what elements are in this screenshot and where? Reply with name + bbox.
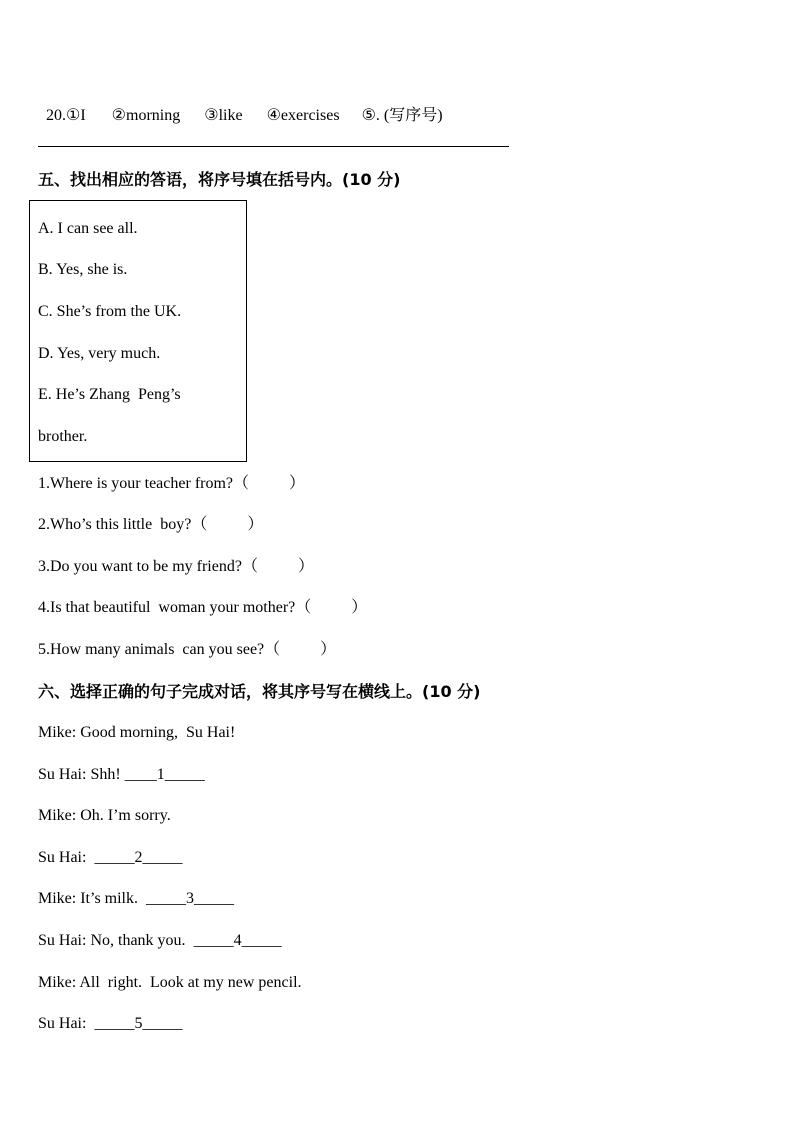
question-20-instruction: (写序号) (383, 107, 443, 124)
answer-paren[interactable]: （ ） (295, 599, 368, 616)
answer-paren[interactable]: （ ） (241, 558, 314, 575)
dialogue-line: Mike: All right. Look at my new pencil. (38, 974, 302, 991)
word-option-1: ①I (66, 107, 86, 124)
blank-1[interactable]: ____1_____ (124, 766, 205, 783)
blank-3[interactable]: _____3_____ (146, 890, 234, 907)
option-d: D. Yes, very much. (38, 345, 161, 362)
dialogue-line: Su Hai: Shh! ____1_____ (38, 766, 205, 783)
dialogue-line: Su Hai: No, thank you. _____4_____ (38, 932, 282, 949)
option-e-continued: brother. (38, 428, 88, 445)
dialogue-line: Mike: Oh. I’m sorry. (38, 807, 171, 824)
option-b: B. Yes, she is. (38, 261, 128, 278)
question-2: 2.Who’s this little boy?（ ） (38, 516, 264, 533)
option-a: A. I can see all. (38, 220, 138, 237)
word-option-2: ②morning (111, 107, 181, 124)
section-6-heading: 六、选择正确的句子完成对话，将其序号写在横线上。(10 分) (38, 682, 481, 701)
question-1: 1.Where is your teacher from?（ ） (38, 475, 306, 492)
blank-4[interactable]: _____4_____ (193, 932, 282, 949)
dialogue-line: Su Hai: _____2_____ (38, 849, 183, 866)
question-4: 4.Is that beautiful woman your mother?（ ） (38, 599, 368, 616)
answer-line (38, 146, 509, 147)
blank-2[interactable]: _____2_____ (94, 849, 183, 866)
section-5-heading: 五、找出相应的答语，将序号填在括号内。(10 分) (38, 170, 401, 189)
question-3: 3.Do you want to be my friend?（ ） (38, 558, 314, 575)
answer-paren[interactable]: （ ） (233, 475, 306, 492)
options-box (29, 200, 247, 462)
answer-paren[interactable]: （ ） (264, 641, 337, 658)
question-20-number: 20. (46, 107, 66, 124)
word-option-4: ④exercises (266, 107, 340, 124)
option-e: E. He’s Zhang Peng’s (38, 386, 181, 403)
dialogue-line: Mike: It’s milk. _____3_____ (38, 890, 234, 907)
dialogue-line: Su Hai: _____5_____ (38, 1015, 183, 1032)
option-c: C. She’s from the UK. (38, 303, 182, 320)
word-option-3: ③like (204, 107, 243, 124)
blank-5[interactable]: _____5_____ (94, 1015, 183, 1032)
answer-paren[interactable]: （ ） (191, 516, 264, 533)
question-20 (38, 86, 443, 126)
dialogue-line: Mike: Good morning, Su Hai! (38, 724, 236, 741)
word-option-5: ⑤. (361, 107, 380, 124)
question-5: 5.How many animals can you see?（ ） (38, 641, 337, 658)
